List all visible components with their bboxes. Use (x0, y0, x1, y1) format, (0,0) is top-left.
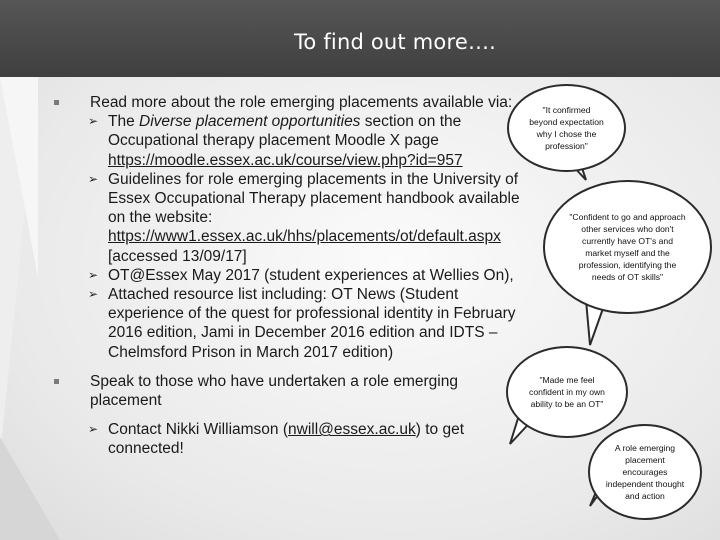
bullet-text: Speak to those who have undertaken a role emerging placement (90, 372, 458, 410)
bullet-item (50, 93, 520, 112)
main-content (50, 93, 520, 459)
quote-text: "Made me feel confident in my own ability to be an OT" (529, 375, 605, 409)
sub-bullet-text: [accessed 13/09/17] (108, 247, 247, 265)
sub-bullet-item (50, 170, 520, 266)
sub-bullet-text: Guidelines for role emerging placements in the University of Essex Occupational Therapy placement handbook available on the website: (108, 170, 520, 227)
quote-bubble (543, 180, 712, 314)
sub-bullet-text: Contact Nikki Williamson ( (108, 421, 289, 439)
quote-text: "Confident to go and approach other services who don't currently have OT's and market myself and the profession, identifying the needs of OT skills" (569, 212, 686, 282)
quote-text: "It confirmed beyond expectation why I chose the profession" (529, 105, 604, 151)
sub-bullet-text: OT@Essex May 2017 (student experiences at Wellies On), (108, 266, 514, 284)
sub-bullet-item (50, 112, 520, 170)
sub-bullet-item (50, 266, 520, 285)
title-bar (0, 0, 720, 77)
sub-bullet-item (50, 420, 520, 458)
bullet-item (50, 372, 520, 410)
sub-bullet-text: The (108, 113, 140, 131)
square-bullet-icon (54, 100, 59, 105)
arrowhead-bullet-icon: ➢ (88, 422, 99, 437)
arrowhead-bullet-icon: ➢ (88, 114, 99, 129)
sub-bullet-item (50, 285, 520, 362)
bullet-text: Read more about the role emerging placements available via: (90, 94, 513, 111)
arrowhead-bullet-icon: ➢ (88, 287, 99, 302)
sub-bullet-text: Attached resource list including: OT News (Student experience of the quest for professional identity in February 2016 edition, Jami in December 2016 edition and IDTS – Chelmsford Prison in March 2017 edition) (108, 286, 516, 361)
quote-bubble (507, 84, 626, 172)
quote-bubble (588, 424, 702, 520)
placements-website-link[interactable]: https://www1.essex.ac.uk/hhs/placements/ot/default.aspx (108, 228, 501, 246)
email-link[interactable]: nwill@essex.ac.uk (288, 421, 416, 439)
sub-bullet-text: section on the Occupational therapy placement Moodle X page (108, 113, 462, 150)
arrowhead-bullet-icon: ➢ (88, 171, 99, 186)
sub-bullet-text: ) to get connected! (108, 421, 464, 458)
sub-bullet-emphasis: Diverse placement opportunities (139, 113, 361, 131)
quote-bubble (506, 346, 628, 438)
slide-title: To find out more…. (293, 30, 497, 54)
quote-text: A role emerging placement encourages independent thought and action (605, 443, 685, 501)
square-bullet-icon (54, 379, 59, 384)
moodle-link[interactable]: https://moodle.essex.ac.uk/course/view.php?id=957 (108, 151, 463, 169)
arrowhead-bullet-icon: ➢ (88, 267, 99, 282)
